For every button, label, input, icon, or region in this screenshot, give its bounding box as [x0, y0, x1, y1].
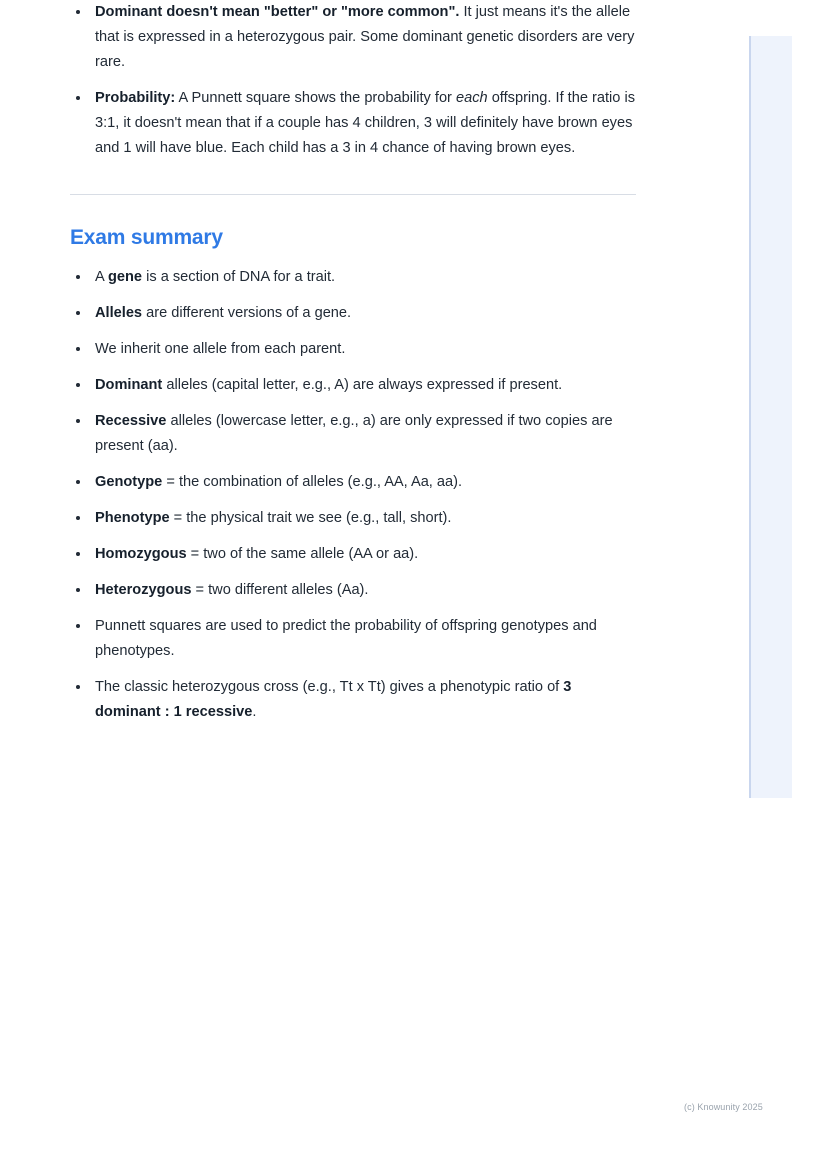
scrollbar-track[interactable] — [749, 36, 751, 798]
bullet-lead: Probability: — [95, 90, 176, 106]
list-item — [70, 542, 636, 567]
list-item — [70, 409, 636, 459]
item-post: alleles (capital letter, e.g., A) are always expressed if present. — [162, 377, 563, 393]
list-item — [70, 265, 636, 290]
item-term: Recessive — [95, 413, 167, 429]
item-post: = the combination of alleles (e.g., AA, Aa, aa). — [162, 474, 463, 490]
item-term: Alleles — [95, 305, 143, 321]
item-term: gene — [107, 269, 143, 285]
item-post: . — [252, 704, 257, 720]
item-term: 3 dominant : 1 recessive — [95, 679, 572, 720]
item-post: = the physical trait we see (e.g., tall, short). — [169, 510, 452, 526]
item-post: = two of the same allele (AA or aa). — [186, 546, 419, 562]
list-item — [70, 675, 636, 725]
item-post: is a section of DNA for a trait. — [142, 269, 336, 285]
bullet-lead: Dominant doesn't mean "better" or "more common". — [95, 4, 460, 20]
item-term: Heterozygous — [95, 582, 192, 598]
item-pre: The classic heterozygous cross (e.g., Tt x Tt) gives a phenotypic ratio of — [95, 679, 564, 695]
document-content — [70, 0, 636, 736]
list-item — [70, 578, 636, 603]
bullet-emphasis: each — [455, 90, 488, 106]
item-post: are different versions of a gene. — [142, 305, 352, 321]
list-item — [70, 373, 636, 398]
bullet-text: A Punnett square shows the probability for — [175, 90, 456, 106]
bullet-text-cont: offspring. If the ratio is 3:1, it doesn't mean that if a couple has 4 children, 3 will definitely have brown eyes and 1 will have blue. Each child has a 3 in 4 chance of having brown eyes. — [95, 90, 636, 156]
item-pre: Punnett squares are used to predict the probability of offspring genotypes and phenotypes. — [95, 618, 597, 659]
right-side-panel — [749, 36, 792, 798]
item-post: alleles (lowercase letter, e.g., a) are only expressed if two copies are present (aa). — [95, 413, 613, 454]
item-term: Homozygous — [95, 546, 187, 562]
item-term: Genotype — [95, 474, 163, 490]
exam-summary-list — [70, 265, 636, 725]
list-item — [70, 614, 636, 664]
footer-copyright: (c) Knowunity 2025 — [684, 1102, 763, 1112]
list-item — [70, 337, 636, 362]
section-divider — [70, 194, 636, 195]
item-pre: A — [95, 269, 108, 285]
bullet-text: It just means it's the allele that is expressed in a heterozygous pair. Some dominant genetic disorders are very rare. — [95, 4, 635, 70]
item-term: Dominant — [95, 377, 163, 393]
item-term: Phenotype — [95, 510, 170, 526]
list-item — [70, 0, 636, 75]
intro-bullet-list — [70, 0, 636, 161]
list-item — [70, 86, 636, 161]
item-pre: We inherit one allele from each parent. — [95, 341, 346, 357]
list-item — [70, 506, 636, 531]
item-post: = two different alleles (Aa). — [191, 582, 369, 598]
list-item — [70, 470, 636, 495]
page-title: Exam summary — [70, 226, 223, 249]
list-item — [70, 301, 636, 326]
